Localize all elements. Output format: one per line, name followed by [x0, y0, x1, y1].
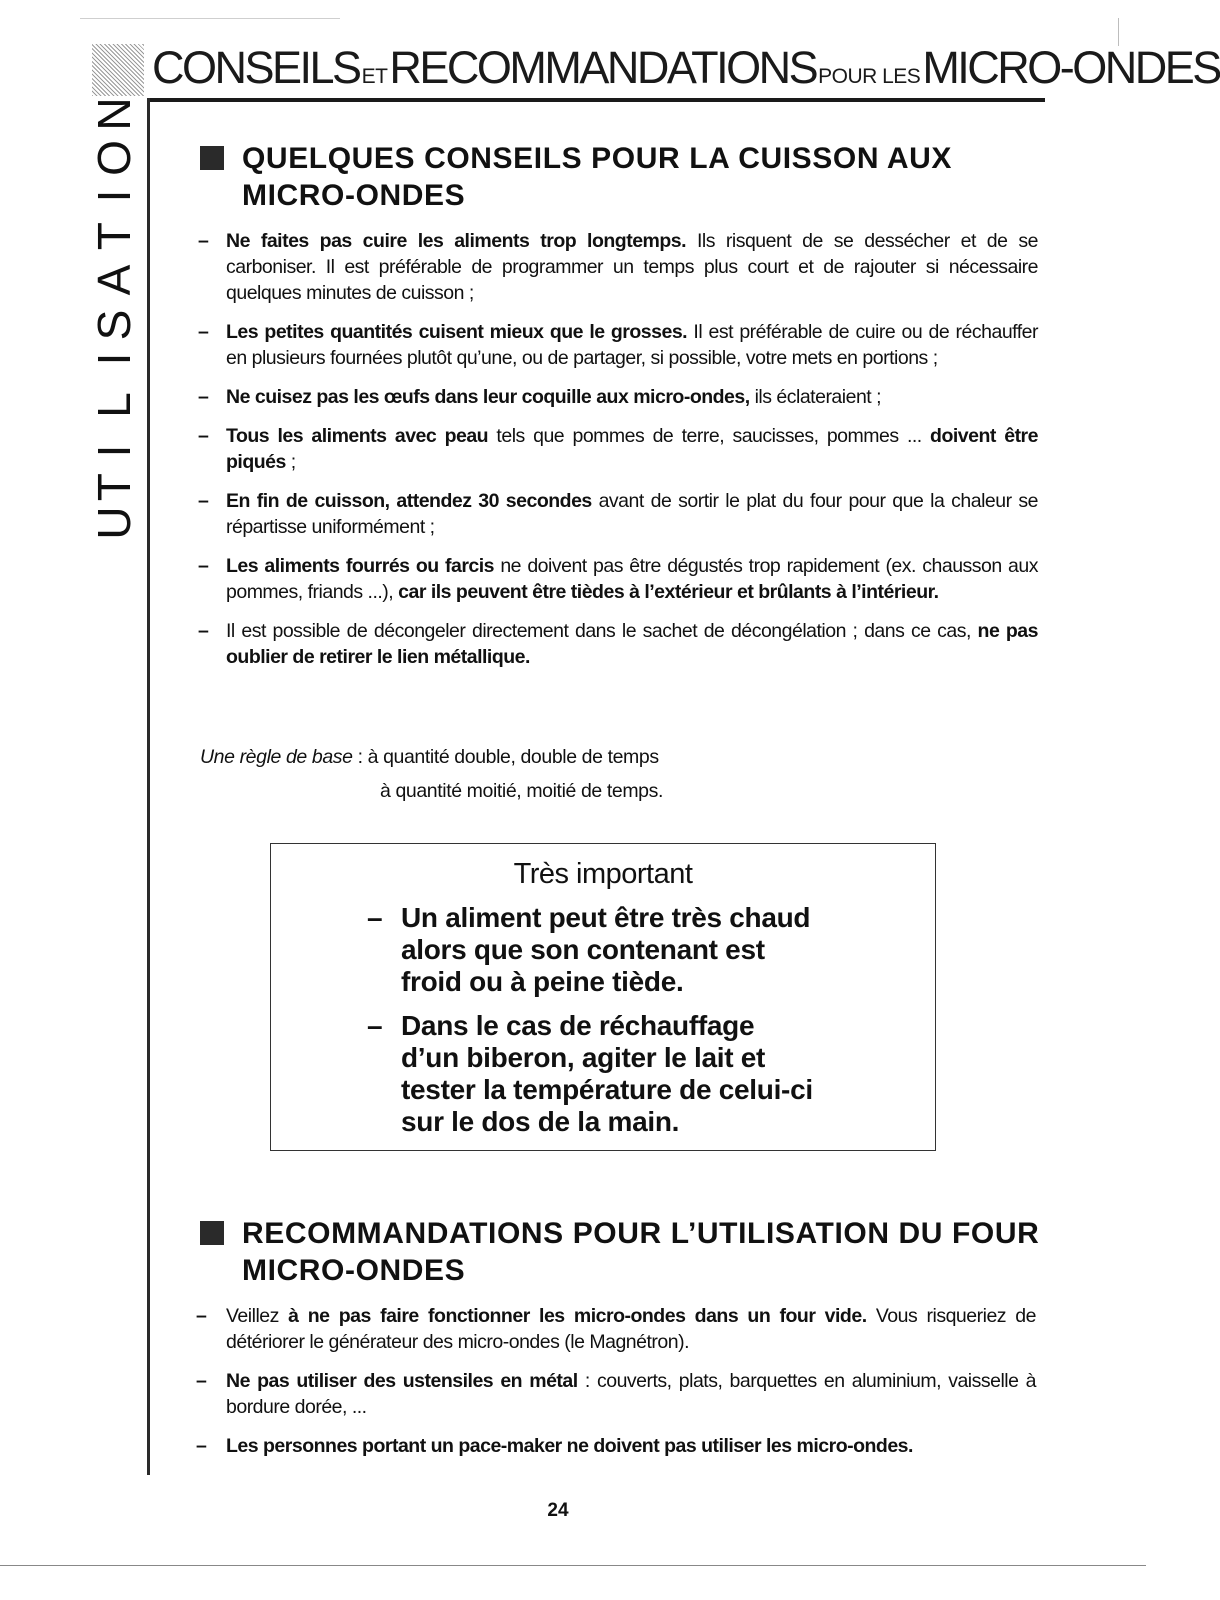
- base-rule-line: à quantité double, double de temps: [367, 746, 659, 768]
- dash-bullet: –: [367, 902, 383, 933]
- dash-bullet: –: [198, 490, 209, 512]
- item-emphasis: Ne cuisez pas les œufs dans leur coquille aux micro-ondes,: [226, 386, 750, 408]
- list-item: [198, 423, 1038, 475]
- bottom-rule: [0, 1565, 1146, 1566]
- item-text: ne doivent pas être dégustés trop rapidement (ex. chausson aux pommes, friands ...),: [226, 555, 1038, 603]
- base-rule-label: Une règle de base: [200, 746, 353, 768]
- dash-bullet: –: [367, 1010, 383, 1041]
- item-emphasis: Les aliments fourrés ou farcis: [226, 555, 495, 577]
- item-emphasis: car ils peuvent être tièdes à l’extérieur et brûlants à l’intérieur.: [398, 581, 939, 603]
- side-letter: U: [88, 506, 140, 540]
- item-text: Ils risquent de se dessécher et de se carboniser. Il est préférable de programmer un temps plus court et de rajouter si nécessaire quelques minutes de cuisson ;: [226, 230, 1038, 304]
- base-rule-line: à quantité moitié, moitié de temps.: [380, 780, 663, 802]
- header-rule: [150, 98, 1045, 102]
- item-text: ;: [285, 451, 296, 473]
- item-emphasis: Ne faites pas cuire les aliments trop longtemps.: [226, 230, 687, 252]
- square-bullet-icon: [200, 1221, 224, 1245]
- list-item: [198, 618, 1038, 670]
- dash-bullet: –: [196, 1435, 207, 1457]
- important-item: [367, 902, 817, 998]
- side-letter: I: [88, 444, 140, 458]
- dash-bullet: –: [198, 620, 209, 642]
- item-text: Veillez: [226, 1305, 289, 1327]
- side-letter: N: [88, 97, 140, 131]
- section-heading-text: QUELQUES CONSEILS POUR LA CUISSON AUX MICRO-ONDES: [242, 142, 953, 212]
- list-item: [196, 1433, 1036, 1459]
- item-emphasis: doivent être piqués: [226, 425, 1038, 473]
- item-emphasis: Les petites quantités cuisent mieux que le grosses.: [226, 321, 688, 343]
- dash-bullet: –: [198, 555, 209, 577]
- item-emphasis: ne pas oublier de retirer le lien métallique.: [226, 620, 1038, 668]
- item-emphasis: Ne pas utiliser des ustensiles en métal: [226, 1370, 578, 1392]
- list-item: [196, 1303, 1036, 1355]
- list-item: [198, 553, 1038, 605]
- item-text: Il est préférable de cuire ou de réchauffer en plusieurs fournées plutôt qu’une, ou de partager, si possible, votre mets en portions ;: [226, 321, 1038, 369]
- important-item-text: Dans le cas de réchauffage d’un biberon, agiter le lait et tester la température de celui-ci sur le dos de la main.: [401, 1010, 813, 1137]
- item-text: ils éclateraient ;: [749, 386, 882, 408]
- side-letter: O: [88, 140, 140, 176]
- dash-bullet: –: [198, 425, 209, 447]
- important-item-text: Un aliment peut être très chaud alors que son contenant est froid ou à peine tiède.: [401, 902, 811, 997]
- top-hairline: [80, 18, 340, 19]
- page-number: 24: [547, 1500, 569, 1521]
- item-emphasis: Tous les aliments avec peau: [226, 425, 489, 447]
- item-text: : couverts, plats, barquettes en aluminium, vaisselle à bordure dorée, ...: [226, 1370, 1036, 1418]
- section-heading-recommandations: [200, 1215, 1050, 1289]
- dash-bullet: –: [198, 230, 209, 252]
- side-letter: T: [88, 472, 140, 502]
- side-letter: L: [88, 392, 140, 418]
- list-item: [198, 384, 1038, 410]
- list-item: [198, 319, 1038, 371]
- side-letter: A: [88, 264, 140, 296]
- list-item: [198, 488, 1038, 540]
- base-rule: [200, 740, 800, 808]
- list-item: [196, 1368, 1036, 1420]
- important-notice-list: [367, 902, 817, 1150]
- important-item: [367, 1010, 817, 1138]
- important-notice-title: Très important: [513, 858, 693, 890]
- dash-bullet: –: [198, 321, 209, 343]
- side-letter: T: [88, 221, 140, 251]
- section-heading-conseils: [200, 140, 1050, 214]
- header-title-small: POUR LES: [818, 65, 921, 88]
- base-rule-separator: :: [352, 746, 368, 768]
- item-text: avant de sortir le plat du four pour que la chaleur se répartisse uniformément ;: [226, 490, 1039, 538]
- item-emphasis: En fin de cuisson, attendez 30 secondes: [226, 490, 592, 512]
- section-heading-text: RECOMMANDATIONS POUR L’UTILISATION DU FOUR MICRO-ONDES: [242, 1217, 1040, 1287]
- item-emphasis: à ne pas faire fonctionner les micro-ondes dans un four vide.: [288, 1305, 867, 1327]
- item-text: Il est possible de décongeler directement dans le sachet de décongélation ; dans ce cas,: [226, 620, 978, 642]
- dash-bullet: –: [198, 386, 209, 408]
- header-title-part: CONSEILS: [152, 42, 360, 93]
- item-text: Vous risqueriez de détériorer le générateur des micro-ondes (le Magnétron).: [226, 1305, 1036, 1353]
- important-notice-box: [270, 843, 936, 1151]
- side-letter: I: [88, 189, 140, 203]
- header-title-small: ET: [361, 65, 388, 88]
- side-rule: [147, 98, 150, 1475]
- side-letter: S: [88, 309, 140, 341]
- item-emphasis: Les personnes portant un pace-maker ne doivent pas utiliser les micro-ondes.: [226, 1435, 913, 1457]
- item-text: tels que pommes de terre, saucisses, pommes ...: [488, 425, 931, 447]
- conseils-list: [198, 228, 1038, 670]
- header-title-part: RECOMMANDATIONS: [389, 42, 817, 93]
- page-header-title: [152, 38, 1220, 107]
- side-section-label: [86, 96, 142, 551]
- dash-bullet: –: [196, 1370, 207, 1392]
- list-item: [198, 228, 1038, 306]
- square-bullet-icon: [200, 146, 224, 170]
- dash-bullet: –: [196, 1305, 207, 1327]
- side-letter: I: [88, 352, 140, 366]
- recommandations-list: [196, 1303, 1036, 1459]
- header-title-part: MICRO-ONDES: [922, 42, 1220, 93]
